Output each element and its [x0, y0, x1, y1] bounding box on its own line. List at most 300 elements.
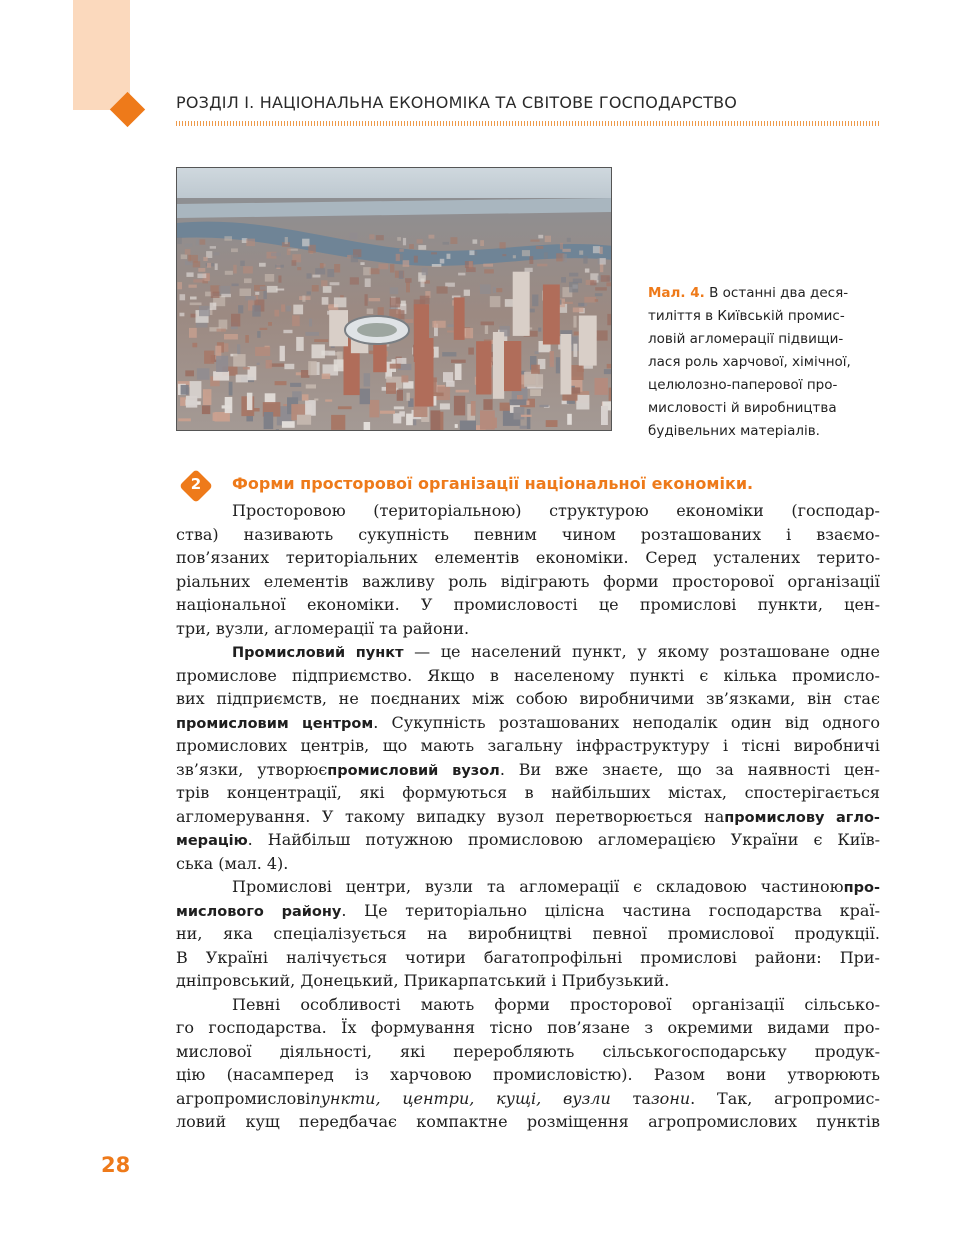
word	[434, 546, 519, 570]
text-run: є	[813, 830, 823, 849]
building-shape	[323, 286, 332, 293]
body-line	[176, 734, 880, 758]
text-run: складовою	[656, 877, 747, 896]
word	[232, 640, 345, 664]
text-run: промисловою	[467, 830, 583, 849]
building-shape	[432, 264, 442, 267]
building-shape	[531, 365, 540, 374]
text-run: випадку	[416, 806, 486, 826]
building-shape	[573, 308, 584, 313]
text-run: зв’язки,	[176, 759, 244, 779]
text-run: перетворюється	[555, 806, 693, 826]
building-shape	[593, 246, 600, 253]
tower-shape	[561, 334, 572, 395]
text-run: знаєте,	[602, 759, 664, 779]
building-shape	[365, 278, 371, 287]
word	[563, 1087, 611, 1111]
text-run: та	[632, 1088, 651, 1108]
word	[536, 546, 629, 570]
word	[717, 1087, 752, 1111]
caption-line: целюлозно-паперової про-	[648, 377, 838, 393]
building-shape	[297, 415, 311, 425]
building-shape	[213, 371, 229, 380]
text-run: територіальних	[285, 548, 418, 567]
word	[232, 993, 280, 1017]
word	[176, 946, 188, 970]
tower-shape	[415, 338, 434, 407]
building-shape	[280, 346, 285, 361]
text-run: важливу	[362, 571, 435, 591]
building-shape	[595, 378, 608, 395]
text-run: цію	[176, 1065, 206, 1084]
text-run: промислові	[640, 947, 737, 967]
body-line	[176, 546, 880, 570]
word	[692, 993, 784, 1017]
text-run: собою	[515, 689, 568, 708]
word	[844, 593, 880, 617]
building-shape	[197, 368, 210, 379]
building-shape	[376, 235, 384, 240]
building-shape	[275, 265, 284, 268]
word	[622, 899, 691, 923]
italic-term: кущі,	[496, 1088, 542, 1108]
building-shape	[305, 332, 319, 336]
text-run: тісно	[489, 1018, 533, 1037]
text-run: дніпровський, Донецький, Прикарпатський і Прибузький.	[176, 971, 670, 990]
word	[402, 1087, 474, 1111]
text-run: інфраструктуру	[576, 736, 710, 755]
building-shape	[390, 298, 400, 308]
building-shape	[293, 305, 303, 315]
text-run: із	[354, 1065, 369, 1084]
building-shape	[276, 429, 279, 431]
word	[488, 734, 563, 758]
building-shape	[447, 254, 451, 259]
building-shape	[334, 264, 340, 273]
text-run: (насамперед	[226, 1065, 334, 1084]
text-run: підприємств,	[216, 689, 327, 708]
word	[791, 499, 880, 523]
building-shape	[513, 255, 516, 258]
building-shape	[578, 303, 584, 307]
text-run: У	[321, 806, 334, 826]
building-shape	[315, 268, 325, 274]
word	[227, 1063, 334, 1087]
word	[592, 922, 647, 946]
building-shape	[340, 295, 344, 298]
building-shape	[181, 254, 187, 259]
bold-term: промисловий	[327, 762, 439, 779]
building-shape	[233, 354, 245, 367]
building-shape	[471, 401, 476, 416]
text-run: компактне	[416, 1112, 508, 1131]
word	[570, 993, 672, 1017]
text-run: цен-	[844, 595, 880, 614]
building-shape	[530, 240, 539, 242]
building-shape	[257, 331, 260, 338]
text-run: Їх	[341, 1018, 357, 1037]
building-shape	[491, 418, 497, 429]
building-shape	[521, 415, 532, 417]
text-run: тісні	[741, 736, 781, 755]
building-shape	[417, 239, 423, 243]
building-shape	[192, 343, 197, 348]
building-shape	[394, 406, 404, 409]
word	[345, 805, 405, 829]
kyiv-aerial-photo	[176, 167, 612, 431]
building-shape	[185, 261, 194, 265]
word	[555, 758, 588, 782]
building-shape	[307, 291, 311, 294]
word	[176, 523, 219, 547]
building-shape	[210, 303, 217, 310]
building-shape	[563, 302, 573, 304]
word	[758, 593, 823, 617]
text-run: стає	[843, 689, 880, 708]
word	[427, 664, 474, 688]
word	[416, 805, 485, 829]
building-shape	[240, 261, 245, 266]
word	[667, 1016, 753, 1040]
word	[208, 1016, 326, 1040]
word	[176, 805, 310, 829]
text-run: в	[524, 783, 534, 802]
building-shape	[607, 364, 612, 369]
body-line	[176, 946, 880, 970]
building-shape	[483, 399, 492, 410]
word	[525, 781, 534, 805]
building-shape	[232, 284, 239, 287]
body-line	[176, 593, 880, 617]
word	[299, 1110, 397, 1134]
word	[400, 1040, 425, 1064]
text-run: мають	[420, 736, 475, 755]
text-run: одне	[840, 642, 880, 661]
building-shape	[561, 277, 566, 283]
building-shape	[390, 264, 394, 273]
bold-term: агло-	[835, 809, 880, 826]
building-shape	[422, 268, 428, 276]
text-run: .	[247, 830, 253, 849]
text-run: ства)	[176, 524, 219, 544]
word	[232, 875, 332, 899]
building-shape	[219, 286, 231, 295]
tower-shape	[543, 285, 560, 345]
building-shape	[216, 356, 228, 372]
building-shape	[431, 410, 441, 430]
building-shape	[197, 274, 206, 279]
text-run: продукції.	[794, 924, 880, 943]
building-shape	[390, 364, 401, 369]
bold-term: пункт	[355, 645, 404, 661]
building-shape	[350, 277, 359, 284]
text-run: пункти,	[757, 595, 823, 614]
word	[816, 1110, 880, 1134]
building-shape	[573, 316, 576, 328]
word	[731, 711, 772, 735]
building-shape	[560, 243, 563, 250]
building-shape	[186, 272, 193, 277]
word	[468, 922, 572, 946]
building-shape	[539, 405, 548, 407]
building-shape	[437, 286, 448, 293]
building-shape	[460, 421, 476, 431]
building-shape	[271, 253, 281, 257]
text-run: У	[420, 595, 433, 614]
text-run: Так,	[717, 1088, 753, 1108]
section-title: Форми просторової організації національної економіки.	[232, 474, 754, 493]
building-shape	[596, 330, 608, 340]
text-run: трів	[176, 783, 210, 802]
building-shape	[538, 235, 543, 239]
building-shape	[309, 319, 312, 327]
caption-line: лася роль харчової, хімічної,	[648, 354, 851, 370]
text-run: розташованих	[498, 712, 620, 732]
building-shape	[397, 237, 401, 241]
building-shape	[517, 395, 523, 400]
word	[726, 1063, 766, 1087]
text-run: агропромислові	[176, 1088, 311, 1108]
word	[468, 828, 583, 852]
text-run: кілька	[723, 665, 778, 685]
word	[654, 1063, 705, 1087]
building-shape	[213, 413, 217, 421]
word	[576, 734, 709, 758]
word	[176, 1040, 252, 1064]
building-shape	[290, 383, 301, 387]
text-run: вих	[176, 689, 205, 708]
building-shape	[606, 282, 612, 286]
text-run: територіально	[405, 900, 527, 920]
building-shape	[264, 412, 274, 429]
text-run: економіки	[676, 501, 764, 520]
text-run: підприємство.	[292, 665, 413, 685]
text-run: кущ	[245, 1112, 280, 1131]
text-run: організації	[787, 571, 880, 591]
word	[761, 875, 880, 899]
building-shape	[369, 298, 381, 301]
text-run: особливості	[300, 994, 401, 1014]
building-shape	[350, 233, 358, 240]
word	[562, 523, 616, 547]
building-shape	[325, 399, 332, 401]
text-run: виробництві	[468, 924, 572, 943]
building-shape	[275, 381, 287, 385]
building-shape	[595, 293, 603, 296]
word	[421, 734, 474, 758]
word	[716, 758, 734, 782]
text-run: з	[644, 1018, 654, 1037]
building-shape	[522, 250, 530, 256]
text-run: промисловості	[453, 595, 578, 614]
building-shape	[493, 287, 496, 293]
bold-term: мислового	[176, 903, 264, 920]
text-run: містах,	[667, 783, 727, 802]
text-run: просторової	[570, 994, 672, 1014]
text-run: зв’язками,	[706, 689, 796, 708]
bold-term: мерацію	[176, 833, 248, 849]
text-run: промислових	[176, 736, 288, 755]
building-shape	[590, 280, 596, 285]
text-run: Промислові	[232, 877, 332, 896]
word	[813, 828, 822, 852]
building-shape	[378, 264, 388, 270]
text-run: населеному	[514, 665, 615, 685]
caption-line: ловій агломерації підвищи-	[648, 331, 844, 347]
text-run: загальну	[487, 736, 563, 755]
building-shape	[243, 367, 250, 370]
tower-shape	[373, 340, 386, 372]
word	[264, 570, 349, 594]
text-run: форми	[494, 994, 550, 1014]
word	[840, 946, 880, 970]
word	[245, 1110, 279, 1134]
word	[496, 1087, 541, 1111]
word	[598, 828, 716, 852]
building-shape	[468, 348, 474, 355]
bold-term: центром	[302, 715, 374, 732]
text-run: економіки.	[535, 548, 629, 567]
text-run: Найбільш	[267, 830, 351, 849]
building-shape	[215, 263, 218, 270]
building-shape	[225, 397, 233, 413]
word	[672, 570, 774, 594]
text-run: одного	[822, 712, 880, 732]
word	[713, 546, 800, 570]
building-shape	[199, 306, 210, 316]
section-number: 2	[190, 475, 202, 493]
body-line	[176, 758, 880, 782]
building-shape	[535, 351, 539, 354]
building-shape	[240, 289, 252, 297]
word	[527, 1110, 629, 1134]
text-run: форми	[603, 571, 659, 591]
text-run: та	[486, 877, 506, 896]
word	[471, 640, 561, 664]
figure-caption	[648, 282, 878, 443]
building-shape	[579, 251, 583, 255]
building-shape	[480, 240, 484, 246]
text-run: терито-	[816, 548, 880, 567]
word	[787, 1063, 880, 1087]
building-shape	[255, 292, 259, 295]
word	[371, 1016, 475, 1040]
building-shape	[292, 260, 297, 266]
caption-first-line	[648, 282, 878, 305]
word	[341, 1016, 356, 1040]
building-shape	[556, 357, 560, 373]
text-run: України	[730, 830, 799, 849]
text-run: поєднаних	[370, 689, 461, 708]
building-shape	[584, 297, 596, 303]
word	[545, 899, 605, 923]
body-line	[176, 640, 880, 664]
building-shape	[399, 411, 405, 416]
word	[822, 711, 880, 735]
text-run: При-	[839, 947, 880, 967]
building-shape	[403, 260, 410, 267]
word	[300, 993, 400, 1017]
building-shape	[301, 370, 310, 378]
word	[390, 1063, 472, 1087]
text-run: Україні	[205, 947, 269, 967]
building-shape	[185, 400, 195, 406]
word	[549, 499, 649, 523]
building-shape	[456, 390, 469, 393]
text-run: про-	[843, 1018, 880, 1037]
word	[268, 828, 351, 852]
text-run: певним	[473, 524, 537, 544]
building-shape	[537, 264, 547, 267]
building-shape	[211, 292, 220, 298]
building-shape	[429, 235, 435, 239]
word	[346, 875, 411, 899]
body-line	[176, 805, 880, 829]
text-run: центрів,	[300, 736, 370, 755]
text-run: спостерігається	[744, 783, 880, 802]
text-run: утворюють	[787, 1065, 880, 1084]
building-shape	[401, 375, 408, 382]
text-run: три, вузли, агломерації та райони.	[176, 618, 470, 638]
text-run: окремими	[667, 1018, 753, 1037]
italic-term: вузли	[562, 1088, 611, 1108]
word	[630, 664, 685, 688]
text-run: діяльності,	[279, 1041, 372, 1061]
building-shape	[442, 352, 456, 356]
chapter-heading: РОЗДІЛ І. НАЦІОНАЛЬНА ЕКОНОМІКА ТА СВІТОВЕ ГОСПОДАРСТВО	[176, 93, 738, 112]
building-shape	[189, 328, 197, 338]
text-run: видами	[767, 1018, 830, 1037]
text-run: якому	[657, 642, 709, 661]
word	[441, 640, 461, 664]
building-shape	[267, 286, 278, 293]
building-shape	[601, 406, 608, 425]
word	[301, 734, 370, 758]
text-run: пов’язаних	[176, 548, 270, 567]
word	[356, 640, 404, 664]
text-run: чотири	[405, 947, 466, 967]
text-run: краї-	[839, 900, 880, 920]
word	[788, 570, 880, 594]
building-shape	[599, 247, 602, 254]
word	[216, 687, 327, 711]
text-run: Сукупність	[391, 712, 486, 732]
building-shape	[364, 422, 371, 431]
building-shape	[207, 263, 211, 268]
building-shape	[365, 294, 368, 306]
word	[448, 570, 487, 594]
text-run: елементів	[434, 548, 520, 567]
building-shape	[481, 322, 494, 326]
building-shape	[386, 383, 396, 394]
building-shape	[202, 405, 210, 414]
word	[302, 711, 378, 735]
building-shape	[286, 306, 291, 312]
building-shape	[396, 358, 406, 364]
word	[365, 828, 453, 852]
building-shape	[569, 273, 578, 277]
text-run: наявності	[747, 759, 831, 779]
word	[648, 1110, 797, 1134]
building-shape	[178, 418, 191, 421]
text-run: пункті	[629, 665, 685, 685]
caption-line: В останні два деся-	[709, 285, 849, 301]
text-run: між	[471, 689, 505, 708]
building-shape	[296, 337, 304, 351]
building-shape	[576, 395, 589, 410]
word	[427, 922, 447, 946]
text-run: центри,	[345, 877, 412, 896]
